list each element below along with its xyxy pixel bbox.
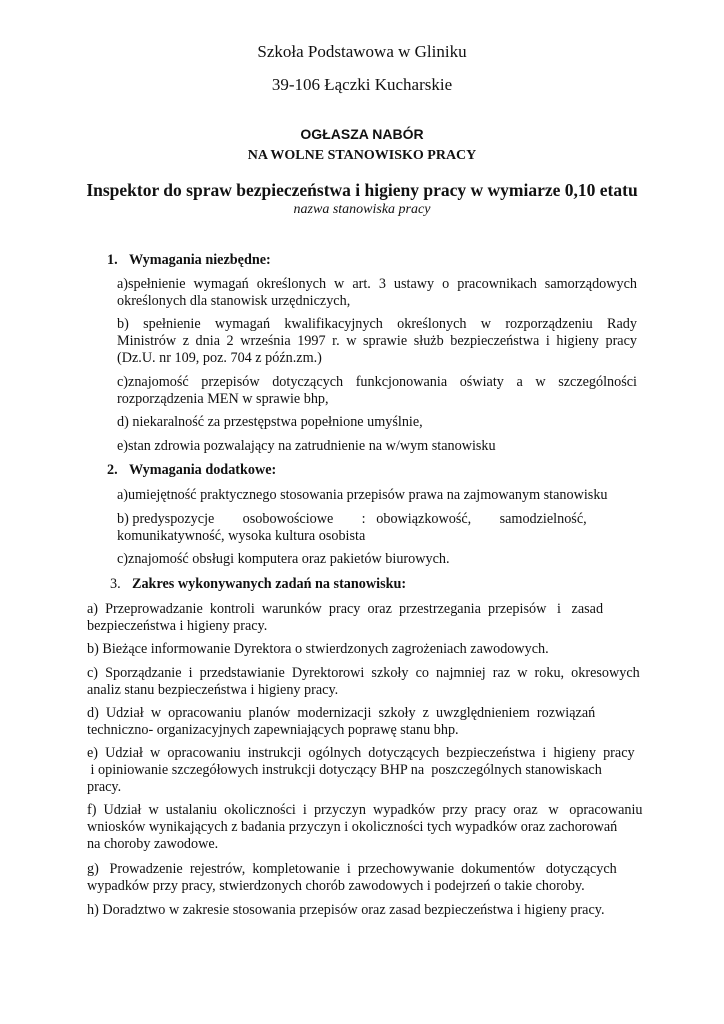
item-line: a)spełnienie wymagań określonych w art. 3 ustawy o pracownikach samorządowych (117, 276, 637, 292)
item-line: c)znajomość obsługi komputera oraz pakietów biurowych. (117, 551, 450, 567)
item-line: g) Prowadzenie rejestrów, kompletowanie i przechowywanie dokumentów dotyczących (87, 861, 617, 877)
section-heading: Wymagania dodatkowe: (129, 462, 277, 478)
item-line: bezpieczeństwa i higieny pracy. (87, 618, 268, 634)
item-line: b) predyspozycje osobowościowe : obowiązkowość, samodzielność, (117, 511, 587, 527)
item-line: e) Udział w opracowaniu instrukcji ogólnych dotyczących bezpieczeństwa i higieny pracy (87, 745, 635, 761)
required-item-a (117, 276, 637, 310)
item-line: b) spełnienie wymagań kwalifikacyjnych określonych w rozporządzeniu Rady (117, 316, 637, 332)
item-line: b) Bieżące informowanie Dyrektora o stwierdzonych zagrożeniach zawodowych. (87, 641, 549, 657)
item-line: komunikatywność, wysoka kultura osobista (117, 528, 366, 544)
item-line: rozporządzenia MEN w sprawie bhp, (117, 391, 329, 407)
item-line: określonych dla stanowisk urzędniczych, (117, 293, 351, 309)
announcement-title: OGŁASZA NABÓR (300, 126, 424, 142)
item-line: na choroby zawodowe. (87, 836, 219, 852)
duty-item-d (87, 705, 640, 739)
position-title: Inspektor do spraw bezpieczeństwa i higieny pracy w wymiarze 0,10 etatu (86, 180, 638, 200)
item-line: (Dz.U. nr 109, poz. 704 z późn.zm.) (117, 350, 322, 366)
item-line: d) Udział w opracowaniu planów modernizacji szkoły z uwzględnieniem rozwiązań (87, 705, 596, 721)
item-line: i opiniowanie szczegółowych instrukcji dotyczący BHP na poszczególnych stanowiskach (87, 762, 602, 778)
duty-item-h (87, 902, 640, 919)
school-address: 39-106 Łączki Kucharskie (271, 75, 453, 94)
item-line: pracy. (87, 779, 122, 795)
duty-item-b (87, 641, 640, 658)
section-number: 2. (107, 462, 118, 478)
required-item-e (117, 438, 637, 455)
section-heading: Wymagania niezbędne: (129, 252, 271, 268)
item-line: e)stan zdrowia pozwalający na zatrudnienie na w/wym stanowisku (117, 438, 496, 454)
item-line: f) Udział w ustalaniu okoliczności i przyczyn wypadków przy pracy oraz w opracowaniu (87, 802, 643, 818)
item-line: wniosków wynikających z badania przyczyn i okoliczności tych wypadków oraz zachorowań (87, 819, 618, 835)
duty-item-f (87, 802, 643, 853)
duty-item-a (87, 601, 640, 635)
duty-item-e (87, 745, 640, 796)
item-line: wypadków przy pracy, stwierdzonych chorób zawodowych i podejrzeń o takie choroby. (87, 878, 585, 894)
section-number: 1. (107, 252, 118, 268)
item-line: a)umiejętność praktycznego stosowania przepisów prawa na zajmowanym stanowisku (117, 487, 608, 503)
required-item-d (117, 414, 637, 431)
duty-item-g (87, 861, 640, 895)
additional-item-a (117, 487, 637, 504)
additional-item-c (117, 551, 637, 568)
required-item-c (117, 374, 637, 408)
item-line: c) Sporządzanie i przedstawianie Dyrektorowi szkoły co najmniej raz w roku, okresowych (87, 665, 640, 681)
school-name: Szkoła Podstawowa w Gliniku (257, 42, 467, 61)
section-number: 3. (110, 576, 121, 592)
item-line: analiz stanu bezpieczeństwa i higieny pracy. (87, 682, 339, 698)
item-line: d) niekaralność za przestępstwa popełnione umyślnie, (117, 414, 423, 430)
position-caption: nazwa stanowiska pracy (293, 202, 431, 217)
item-line: Ministrów z dnia 2 września 1997 r. w sprawie służb bezpieczeństwa i higieny pracy (117, 333, 637, 349)
announcement-subtitle: NA WOLNE STANOWISKO PRACY (247, 148, 477, 163)
section-heading: Zakres wykonywanych zadań na stanowisku: (132, 576, 407, 592)
additional-item-b (117, 511, 637, 545)
item-line: h) Doradztwo w zakresie stosowania przepisów oraz zasad bezpieczeństwa i higieny pracy. (87, 902, 605, 918)
duty-item-c (87, 665, 640, 699)
section-required-heading (107, 252, 271, 269)
item-line: c)znajomość przepisów dotyczących funkcjonowania oświaty a w szczególności (117, 374, 637, 390)
item-line: techniczno- organizacyjnych zapewniających poprawę stanu bhp. (87, 722, 459, 738)
required-item-b (117, 316, 637, 367)
section-additional-heading (107, 462, 276, 479)
section-duties-heading (110, 576, 406, 593)
item-line: a) Przeprowadzanie kontroli warunków pracy oraz przestrzegania przepisów i zasad (87, 601, 604, 617)
